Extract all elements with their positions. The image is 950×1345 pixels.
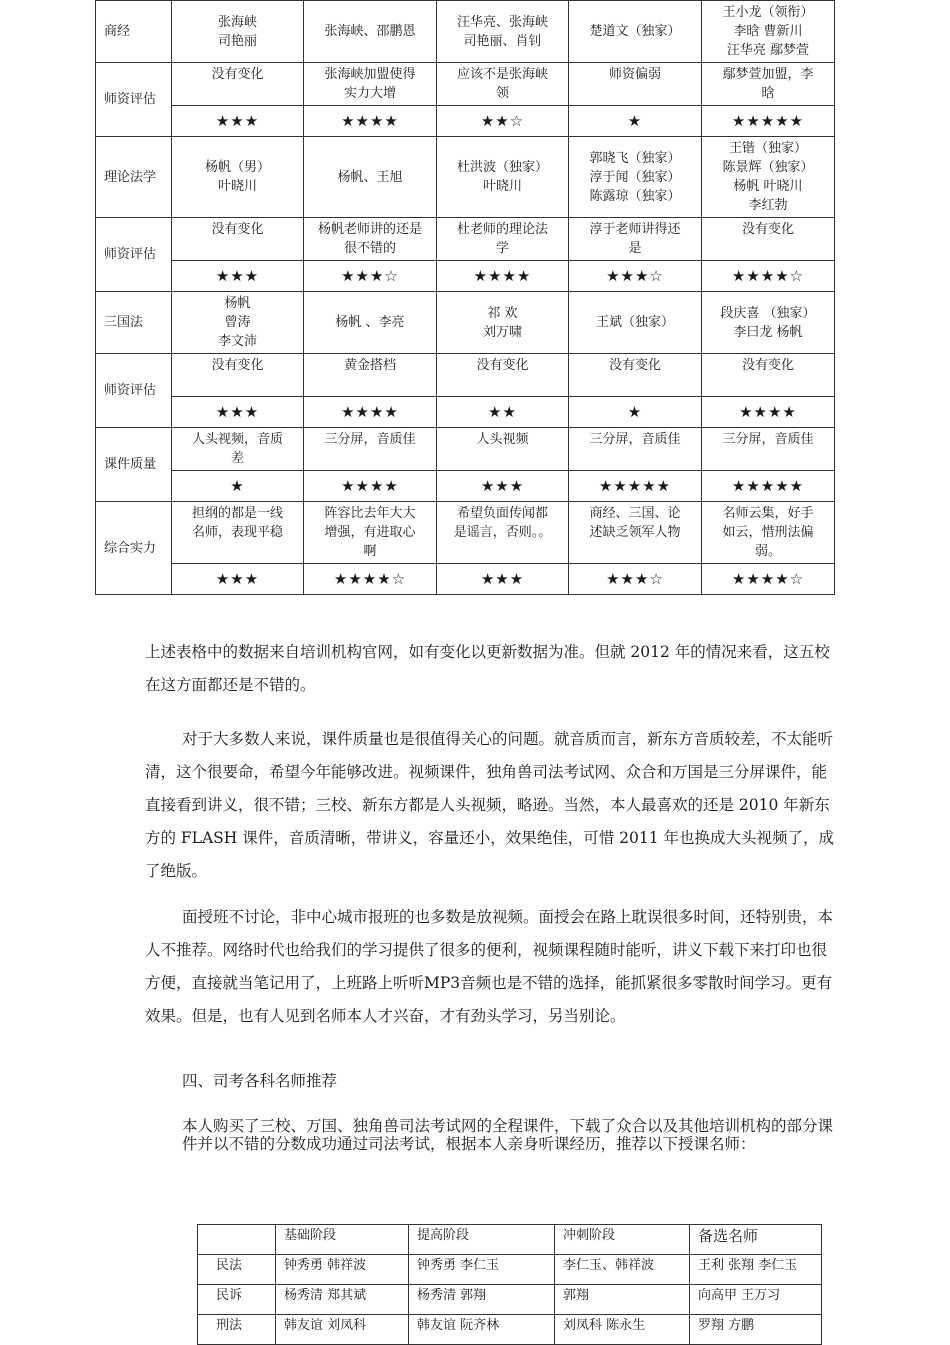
cell-line: 如云，惜刑法偏: [722, 525, 814, 540]
cell-line: 杨帆 、李亮: [335, 315, 405, 330]
teacher-cell: [437, 137, 569, 218]
row-header: 商经: [96, 1, 172, 63]
cell-line: 祁 欢: [487, 305, 518, 321]
cell-line: 没有变化: [741, 358, 794, 373]
evaluation-cell: [172, 428, 304, 471]
evaluation-cell: [437, 354, 569, 397]
evaluation-cell: [569, 218, 702, 261]
cell-line: 张海峡: [217, 14, 257, 30]
teacher-cell: 王利 张翔 李仁玉: [690, 1255, 822, 1285]
teacher-cell: [569, 292, 702, 354]
evaluation-cell: [569, 63, 702, 106]
evaluation-cell: [569, 502, 702, 564]
cell-line: 郭晓飞（独家）: [589, 150, 681, 166]
cell-line: 叶晓川: [217, 179, 257, 194]
comparison-row: [96, 397, 835, 428]
cell-line: 应该不是张海峡: [456, 67, 548, 82]
cell-line: 刘万啸: [482, 324, 522, 340]
rating-stars: ★★★: [172, 261, 304, 292]
comparison-row: [96, 564, 835, 595]
evaluation-cell: [569, 354, 702, 397]
teacher-cell: [569, 1, 702, 63]
cell-line: 司艳丽: [217, 33, 257, 49]
teacher-cell: [569, 137, 702, 218]
cell-line: 张海峡加盟使得: [324, 67, 416, 82]
cell-line: 鄢梦萱加盟，李: [722, 67, 814, 82]
cell-line: 没有变化: [211, 222, 264, 237]
rating-stars: ★★★★: [304, 471, 437, 502]
teacher-cell: [304, 137, 437, 218]
cell-line: 人头视频: [476, 432, 529, 447]
teacher-cell: 韩友谊 刘凤科: [276, 1315, 409, 1345]
rating-stars: ★★★: [172, 106, 304, 137]
cell-line: 段庆喜 （独家）: [720, 305, 816, 321]
cell-line: 三分屏，音质佳: [589, 432, 681, 447]
cell-line: 曾涛: [224, 315, 251, 330]
stage-header: 备选名师: [690, 1225, 822, 1255]
rating-stars: ★★★★☆: [702, 261, 835, 292]
cell-line: 王小龙（领衔）: [722, 5, 814, 20]
cell-line: 三分屏，音质佳: [722, 432, 814, 447]
cell-line: 学: [495, 241, 509, 256]
teacher-cell: [437, 292, 569, 354]
stage-header: 基础阶段: [276, 1225, 409, 1255]
evaluation-cell: [172, 502, 304, 564]
evaluation-cell: [569, 428, 702, 471]
teacher-cell: [702, 1, 835, 63]
rating-stars: ★★★★★: [702, 471, 835, 502]
teacher-cell: 罗翔 方鹏: [690, 1315, 822, 1345]
rating-stars: ★★★: [437, 471, 569, 502]
cell-line: 没有变化: [211, 358, 264, 373]
evaluation-cell: [172, 63, 304, 106]
teacher-cell: [437, 1, 569, 63]
teacher-cell: 郭翔: [555, 1285, 690, 1315]
cell-line: 弱。: [754, 544, 781, 559]
recommend-row: [198, 1285, 822, 1315]
rating-stars: ★★★: [437, 564, 569, 595]
evaluation-cell: [437, 502, 569, 564]
cell-line: 名师，表现平稳: [191, 525, 283, 540]
rating-stars: ★★★: [172, 397, 304, 428]
rating-stars: ★★★★☆: [702, 564, 835, 595]
row-header: 师资评估: [96, 218, 172, 292]
cell-line: 没有变化: [608, 358, 661, 373]
cell-line: 李曰龙 杨帆: [733, 324, 803, 340]
cell-line: 述缺乏领军人物: [589, 525, 681, 540]
subject-cell: 民法: [198, 1255, 276, 1285]
recommend-header-row: [198, 1225, 822, 1255]
cell-line: 杨帆 叶晓川: [733, 179, 803, 194]
teacher-cell: 韩友谊 阮齐林: [409, 1315, 555, 1345]
teacher-cell: [172, 137, 304, 218]
teacher-cell: 刘凤科 陈永生: [555, 1315, 690, 1345]
cell-line: 李红勃: [748, 198, 788, 213]
rating-stars: ★★★★: [702, 397, 835, 428]
comparison-row: [96, 106, 835, 137]
comparison-row: [96, 292, 835, 354]
cell-line: 淳于老师讲得还: [589, 222, 681, 237]
rating-stars: ★★★☆: [569, 564, 702, 595]
cell-line: 没有变化: [476, 358, 529, 373]
subject-cell: [198, 1225, 276, 1255]
cell-line: 杨帆（男）: [204, 160, 270, 175]
cell-line: 淳于闻（独家）: [589, 169, 681, 185]
rating-stars: ★★: [437, 397, 569, 428]
cell-line: 杜老师的理论法: [456, 222, 548, 237]
teacher-cell: [702, 137, 835, 218]
cell-line: 汪华亮、张海峡: [456, 14, 548, 30]
row-header: 课件质量: [96, 428, 172, 502]
row-header: 师资评估: [96, 354, 172, 428]
cell-line: 希望负面传闻都: [456, 506, 548, 521]
teacher-cell: 向高甲 王万习: [690, 1285, 822, 1315]
evaluation-cell: [702, 63, 835, 106]
rating-stars: ★★★★: [304, 106, 437, 137]
cell-line: 杨帆、王旭: [337, 169, 403, 185]
rating-stars: ★★☆: [437, 106, 569, 137]
paragraph-recommend-intro: 本人购买了三校、万国、独角兽司法考试网的全程课件，下载了众合以及其他培训机构的部分课件并以不错的分数成功通过司法考试，根据本人亲身听课经历，推荐以下授课名师：: [182, 1117, 834, 1153]
comparison-row: [96, 63, 835, 106]
recommend-row: [198, 1255, 822, 1285]
cell-line: 没有变化: [741, 222, 794, 237]
cell-line: 领: [495, 86, 509, 101]
cell-line: 很不错的: [343, 241, 396, 256]
row-header: 理论法学: [96, 137, 172, 218]
rating-stars: ★★★★★: [569, 471, 702, 502]
cell-line: 王斌（独家）: [595, 315, 674, 330]
cell-line: 陈景辉（独家）: [722, 160, 814, 175]
cell-line: 啊: [363, 544, 377, 559]
rating-stars: ★★★★★: [702, 106, 835, 137]
evaluation-cell: [702, 218, 835, 261]
comparison-row: [96, 502, 835, 564]
cell-line: 张海峡、邵鹏恩: [324, 24, 416, 39]
cell-line: 王锴（独家）: [728, 141, 807, 156]
cell-line: 实力大增: [343, 86, 396, 101]
evaluation-cell: [702, 428, 835, 471]
cell-line: 李晗 曹新川: [733, 24, 803, 39]
section-title-teacher-recommend: 四、司考各科名师推荐: [182, 1072, 338, 1090]
row-header: 三国法: [96, 292, 172, 354]
rating-stars: ★★★★☆: [304, 564, 437, 595]
subject-cell: 民诉: [198, 1285, 276, 1315]
rating-stars: ★★★☆: [304, 261, 437, 292]
row-header: 师资评估: [96, 63, 172, 137]
cell-line: 增强，有进取心: [324, 525, 416, 540]
comparison-row: [96, 137, 835, 218]
cell-line: 差: [230, 451, 244, 466]
stage-header: 冲刺阶段: [555, 1225, 690, 1255]
evaluation-cell: [304, 63, 437, 106]
comparison-row: [96, 1, 835, 63]
teacher-cell: [172, 1, 304, 63]
evaluation-cell: [702, 502, 835, 564]
cell-line: 是: [628, 241, 642, 256]
rating-stars: ★★★: [172, 564, 304, 595]
cell-line: 杨帆老师讲的还是: [317, 222, 422, 237]
cell-line: 陈露琼（独家）: [589, 188, 681, 204]
cell-line: 楚道文（独家）: [589, 24, 681, 39]
comparison-row: [96, 261, 835, 292]
evaluation-cell: [172, 354, 304, 397]
cell-line: 担纲的都是一线: [191, 506, 283, 521]
cell-line: 师资偏弱: [608, 67, 661, 82]
row-header: 综合实力: [96, 502, 172, 595]
rating-stars: ★★★★: [437, 261, 569, 292]
evaluation-cell: [304, 218, 437, 261]
evaluation-cell: [304, 428, 437, 471]
cell-line: 阵容比去年大大: [324, 506, 416, 521]
paragraph-face-to-face: 面授班不讨论，非中心城市报班的也多数是放视频。面授会在路上耽误很多时间，还特别贵，本人不推荐。网络时代也给我们的学习提供了很多的便利，视频课程随时能听，讲义下载下来打印也很方便，直接就当笔记用了，上班路上听听MP3音频也是不错的选择，能抓紧很多零散时间学习。更有效果。但是，也有人见到名师本人才兴奋，才有劲头学习，另当别论。: [145, 908, 834, 1025]
cell-line: 商经、三国、论: [589, 506, 681, 521]
paragraph-courseware-quality: 对于大多数人来说，课件质量也是很值得关心的问题。就音质而言，新东方音质较差，不太能听清，这个很要命，希望今年能够改进。视频课件，独角兽司法考试网、众合和万国是三分屏课件，能直接看到讲义，很不错；三校、新东方都是人头视频，略逊。当然，本人最喜欢的还是 2010 年新东方的 FLASH 课件，音质清晰，带讲义，容量还小，效果绝佳，可惜 2011 年也换成大头视频了，成了绝版。: [145, 730, 835, 880]
evaluation-cell: [437, 218, 569, 261]
comparison-row: [96, 354, 835, 397]
teacher-cell: [304, 292, 437, 354]
rating-stars: ★: [569, 397, 702, 428]
cell-line: 杨帆: [224, 296, 251, 311]
evaluation-cell: [702, 354, 835, 397]
rating-stars: ★★★☆: [569, 261, 702, 292]
rating-stars: ★: [172, 471, 304, 502]
teacher-recommend-table: [197, 1224, 822, 1345]
cell-line: 汪华亮 鄢梦萱: [726, 43, 810, 58]
teacher-cell: [702, 292, 835, 354]
subject-cell: 刑法: [198, 1315, 276, 1345]
teacher-cell: 杨秀清 郭翔: [409, 1285, 555, 1315]
comparison-row: [96, 428, 835, 471]
comparison-row: [96, 471, 835, 502]
stage-header: 提高阶段: [409, 1225, 555, 1255]
cell-line: 杜洪波（独家）: [456, 160, 548, 175]
teacher-cell: 钟秀勇 李仁玉: [409, 1255, 555, 1285]
cell-line: 名师云集，好手: [722, 506, 814, 521]
comparison-row: [96, 218, 835, 261]
cell-line: 司艳丽、肖钊: [463, 33, 542, 49]
cell-line: 晗: [761, 86, 775, 101]
evaluation-cell: [437, 63, 569, 106]
teacher-cell: [172, 292, 304, 354]
paragraph-data-source: 上述表格中的数据来自培训机构官网，如有变化以更新数据为准。但就 2012 年的情况来看，这五校在这方面都还是不错的。: [145, 643, 830, 694]
cell-line: 人头视频，音质: [191, 432, 283, 447]
teacher-cell: 杨秀清 郑其斌: [276, 1285, 409, 1315]
evaluation-cell: [437, 428, 569, 471]
teacher-cell: [304, 1, 437, 63]
school-comparison-table: [95, 0, 835, 595]
cell-line: 没有变化: [211, 67, 264, 82]
cell-line: 是谣言，否则。。: [453, 525, 552, 540]
cell-line: 叶晓川: [482, 179, 522, 194]
recommend-row: [198, 1315, 822, 1345]
rating-stars: ★: [569, 106, 702, 137]
evaluation-cell: [172, 218, 304, 261]
cell-line: 黄金搭档: [343, 358, 396, 373]
teacher-cell: 钟秀勇 韩祥波: [276, 1255, 409, 1285]
evaluation-cell: [304, 502, 437, 564]
cell-line: 三分屏，音质佳: [324, 432, 416, 447]
cell-line: 李文沛: [217, 334, 257, 349]
teacher-cell: 李仁玉、韩祥波: [555, 1255, 690, 1285]
evaluation-cell: [304, 354, 437, 397]
rating-stars: ★★★★: [304, 397, 437, 428]
